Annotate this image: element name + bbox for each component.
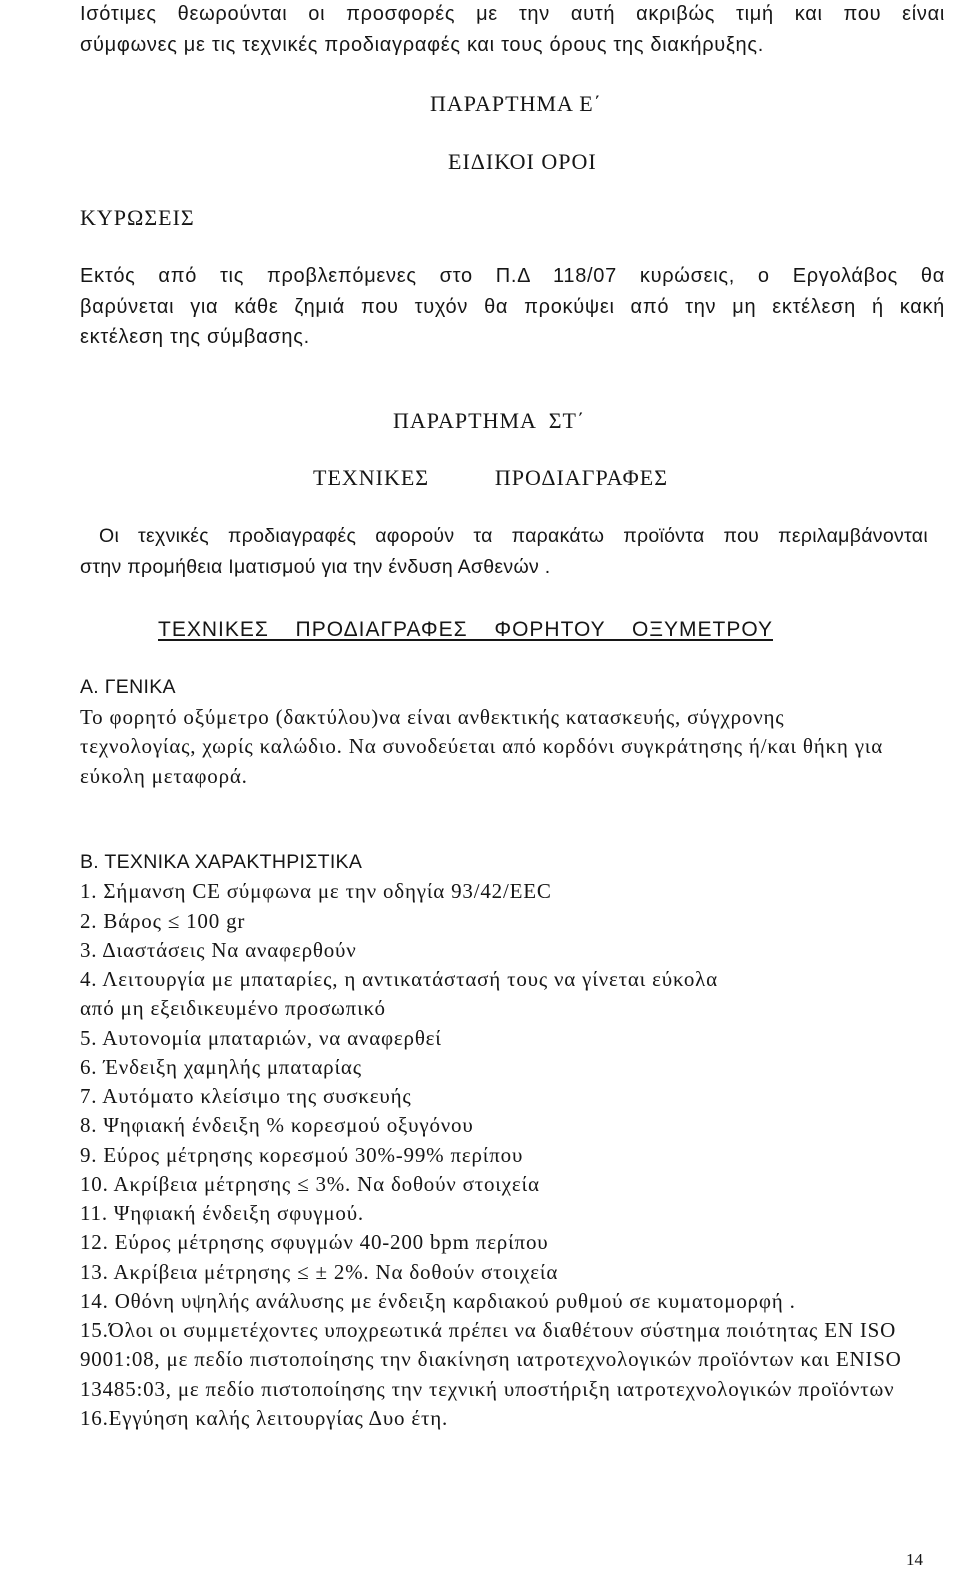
- spec-item-15-continued: 13485:03, με πεδίο πιστοποίησης την τεχνική υποστήριξη ιατροτεχνολογικών προϊόντων: [80, 1376, 895, 1401]
- technical-heading: Β. ΤΕΧΝΙΚΑ ΧΑΡΑΚΤΗΡΙΣΤΙΚΑ: [80, 851, 363, 873]
- spec-item-3: 3. Διαστάσεις Να αναφερθούν: [80, 937, 357, 962]
- general-line-2: τεχνολογίας, χωρίς καλώδιο. Να συνοδεύεται από κορδόνι συγκράτησης ή/και θήκη για: [80, 734, 884, 759]
- spec-item-15-continued: 9001:08, με πεδίο πιστοποίησης την διακίνηση ιατροτεχνολογικών προϊόντων και ENISO: [80, 1347, 902, 1372]
- technical-section: [80, 848, 902, 1433]
- annex-st-line-2: στην προμήθεια Ιματισμού για την ένδυση Ασθενών .: [80, 556, 551, 578]
- annex-st-line-1: Οι τεχνικές προδιαγραφές αφορούν τα παρακάτω προϊόντα που περιλαμβάνονται: [99, 525, 928, 547]
- oximeter-specs-title: ΤΕΧΝΙΚΕΣ ΠΡΟΔΙΑΓΡΑΦΕΣ ΦΟΡΗΤΟΥ ΟΞΥΜΕΤΡΟΥ: [158, 618, 773, 641]
- spec-item-7: 7. Αυτόματο κλείσιμο της συσκευής: [80, 1084, 412, 1108]
- annex-e-subtitle: ΕΙΔΙΚΟΙ ΟΡΟΙ: [448, 149, 597, 174]
- spec-item-16: 16.Εγγύηση καλής λειτουργίας Δυο έτη.: [80, 1405, 449, 1430]
- page-number: 14: [906, 1550, 923, 1569]
- intro-line-1: Ισότιμες θεωρούνται οι προσφορές με την αυτή ακριβώς τιμή και που είναι: [80, 3, 945, 25]
- general-line-1: Το φορητό οξύμετρο (δακτύλου)να είναι ανθεκτικής κατασκευής, σύγχρονης: [80, 704, 785, 729]
- spec-item-8: 8. Ψηφιακή ένδειξη % κορεσμού οξυγόνου: [80, 1113, 474, 1138]
- spec-item-15: 15.Όλοι οι συμμετέχοντες υποχρεωτικά πρέπει να διαθέτουν σύστημα ποιότητας EN ISO: [80, 1318, 897, 1342]
- spec-item-9: 9. Εύρος μέτρησης κορεσμού 30%-99% περίπου: [80, 1142, 524, 1167]
- general-heading: Α. ΓΕΝΙΚΑ: [80, 676, 176, 698]
- sanctions-line-3: εκτέλεση της σύμβασης.: [80, 326, 310, 348]
- spec-item-11: 11. Ψηφιακή ένδειξη σφυγμού.: [80, 1201, 364, 1225]
- annex-st-subtitle: ΤΕΧΝΙΚΕΣ ΠΡΟΔΙΑΓΡΑΦΕΣ: [313, 465, 668, 490]
- sanctions-heading: ΚΥΡΩΣΕΙΣ: [80, 205, 195, 230]
- spec-item-6: 6. Ένδειξη χαμηλής μπαταρίας: [80, 1054, 362, 1079]
- annex-e-title: ΠΑΡΑΡΤΗΜΑ Ε΄: [430, 91, 602, 116]
- spec-item-10: 10. Ακρίβεια μέτρησης ≤ 3%. Να δοθούν στοιχεία: [80, 1171, 540, 1196]
- spec-item-4-continued: από μη εξειδικευμένο προσωπικό: [80, 996, 386, 1021]
- spec-item-5: 5. Αυτονομία μπαταριών, να αναφερθεί: [80, 1025, 442, 1050]
- general-section: [80, 673, 883, 791]
- sanctions-line-2: βαρύνεται για κάθε ζημιά που τυχόν θα προκύψει από την μη εκτέλεση ή κακή: [80, 296, 945, 318]
- spec-item-2: 2. Βάρος ≤ 100 gr: [80, 908, 246, 933]
- spec-item-1: 1. Σήμανση CE σύμφωνα με την οδηγία 93/42/EEC: [80, 879, 552, 904]
- annex-st-title: ΠΑΡΑΡΤΗΜΑ ΣΤ΄: [393, 408, 586, 433]
- sanctions-line-1: Εκτός από τις προβλεπόμενες στο Π.Δ 118/07 κυρώσεις, ο Εργολάβος θα: [80, 265, 945, 287]
- spec-item-14: 14. Οθόνη υψηλής ανάλυσης με ένδειξη καρδιακού ρυθμού σε κυματομορφή .: [80, 1288, 796, 1313]
- spec-item-4: 4. Λειτουργία με μπαταρίες, η αντικατάστασή τους να γίνεται εύκολα: [80, 967, 718, 991]
- intro-line-2: σύμφωνες με τις τεχνικές προδιαγραφές και τους όρους της διακήρυξης.: [80, 34, 764, 56]
- spec-item-13: 13. Ακρίβεια μέτρησης ≤ ± 2%. Να δοθούν στοιχεία: [80, 1259, 559, 1284]
- general-line-3: εύκολη μεταφορά.: [80, 763, 248, 788]
- spec-item-12: 12. Εύρος μέτρησης σφυγμών 40-200 bpm περίπου: [80, 1230, 549, 1255]
